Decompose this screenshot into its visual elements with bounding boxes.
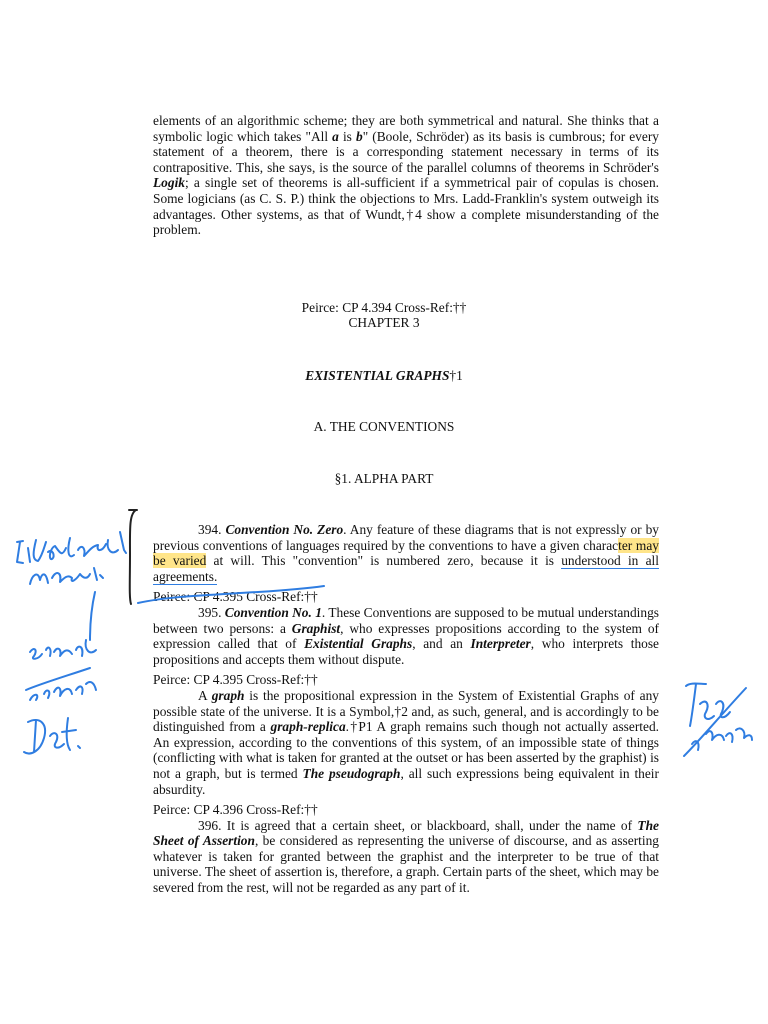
para_395b-emphasis: The pseudograph [302,765,401,781]
intro_paragraph-run [356,129,363,144]
chapter-title-note: †1 [449,368,463,383]
intro_paragraph-run: ; a single set of theorems is all-sufficient if a symmetrical pair of copulas is chosen. Some logicians (as C. S. P.) think the objections to Mrs. Ladd-Franklin's system outweigh its advantages. Other systems, as that of Wundt,†4 show a complete misunderstanding of the problem. [153,175,659,238]
cross-ref-395b: Peirce: CP 4.395 Cross-Ref:†† [153,672,318,688]
para_395b-run: .†P1 A graph remains such though not actually asserted. An expression, according to the conventions of this system, of an impossible state of things (conflicting with what is taken for granted at the outset or has been asserted by the graphist) is not a graph, but is termed [153,719,659,781]
para_395a-run [471,636,531,651]
para_395a-run: , who expresses propositions according to the system of expression called that of [153,620,659,652]
para_395b-run: is the propositional expression in the System of Existential Graphs of any possible state of the universe. It is a Symbol,†2 and, as such, general, and is accordingly to be distinguished from a [153,687,660,735]
intro_paragraph-run: elements of an algorithmic scheme; they are both symmetrical and natural. She thinks that a symbolic logic which takes "All [153,113,659,144]
para_395b-run: , all such expressions being equivalent in their absurdity. [153,765,659,797]
para_395a-run: , and an [412,636,471,652]
para_395a-run [225,605,322,620]
para_395a-emphasis: Graphist [291,620,341,636]
intro_paragraph-run [153,175,185,190]
handwritten-note-def [24,718,80,753]
para_394-run: understood in all agreements. [153,553,659,584]
chapter-title-text: EXISTENTIAL GRAPHS [305,368,450,383]
para_395b-run [212,688,245,703]
para_395a-run [292,621,340,636]
para_395b-run [271,719,346,734]
intro-paragraph-text [153,113,659,238]
chapter-title [0,368,768,384]
para_394-run: ter may be varied [153,537,659,569]
chapter-heading: CHAPTER 3 [348,315,420,330]
para_395a-run: 395. [198,604,225,620]
intro-paragraph [153,113,659,238]
header-cross-ref: Peirce: CP 4.394 Cross-Ref:†† [301,300,467,315]
section-1-heading: §1. ALPHA PART [334,471,434,486]
intro_paragraph-emphasis: b [355,128,363,144]
pointer-line [90,592,95,640]
para-394 [153,522,659,584]
para_395a-emphasis: Convention No. 1 [224,604,322,620]
para-395b [153,688,659,797]
body-block [153,522,659,896]
handwritten-note-idealized-maximal [17,532,126,584]
section-a-heading: A. THE CONVENTIONS [313,419,455,434]
para-395a [153,605,659,667]
para_394-run: 394. [198,522,226,537]
intro_paragraph-emphasis: Logik [153,175,185,191]
para_394-run [225,522,343,537]
para_395b-run: A [198,687,212,703]
cross-ref-396: Peirce: CP 4.396 Cross-Ref:†† [153,802,318,818]
para_395b-emphasis: graph-replica [270,719,346,735]
para_395a-run: , who interprets those propositions and accepts them without dispute. [153,636,659,667]
margin-bracket [129,510,137,604]
para_396-emphasis: The Sheet of Assertion [153,817,659,849]
para_395b-emphasis: graph [211,687,245,703]
para_395b-run [303,766,401,781]
para-396 [153,818,659,896]
handwritten-note-type-token [684,684,752,757]
para_395a-emphasis: Existential Graphs [304,636,413,652]
para_395a-run [304,636,412,651]
para_396-run: , be considered as representing the universe of discourse, and as asserting whatever is taken for granted between the graphist and the interpreter to be true of that universe. The sheet of assertion is, therefore, a graph. Certain parts of the sheet, which may be severed from the rest, will not be regarded as any part of it. [153,833,659,896]
handwritten-note-convin [26,640,96,700]
intro_paragraph-run: is [338,128,356,144]
para_396-run: 396. It is agreed that a certain sheet, or blackboard, shall, under the name of [198,817,638,833]
para_394-run: at will. This "convention" is numbered zero, because it is [206,553,562,569]
cross-ref-395a: Peirce: CP 4.395 Cross-Ref:†† [153,589,318,605]
intro_paragraph-run: " (Boole, Schröder) as its basis is cumbrous; for every statement of a theorem, there is a corresponding statement necessary in terms of its contrapositive. This, she says, is the source of the parallel columns of theorems in Schröder's [153,128,659,175]
para_394-emphasis: Convention No. Zero [225,522,344,537]
intro_paragraph-run [332,129,339,144]
para_395a-emphasis: Interpreter [470,636,531,652]
para_395a-run: . These Conventions are supposed to be mutual understandings between two persons: a [153,604,659,636]
para_394-run: . Any feature of these diagrams that is not expressly or by previous conventions of languages required by the conventions to have a given charac [153,522,659,553]
intro_paragraph-emphasis: a [332,128,339,144]
